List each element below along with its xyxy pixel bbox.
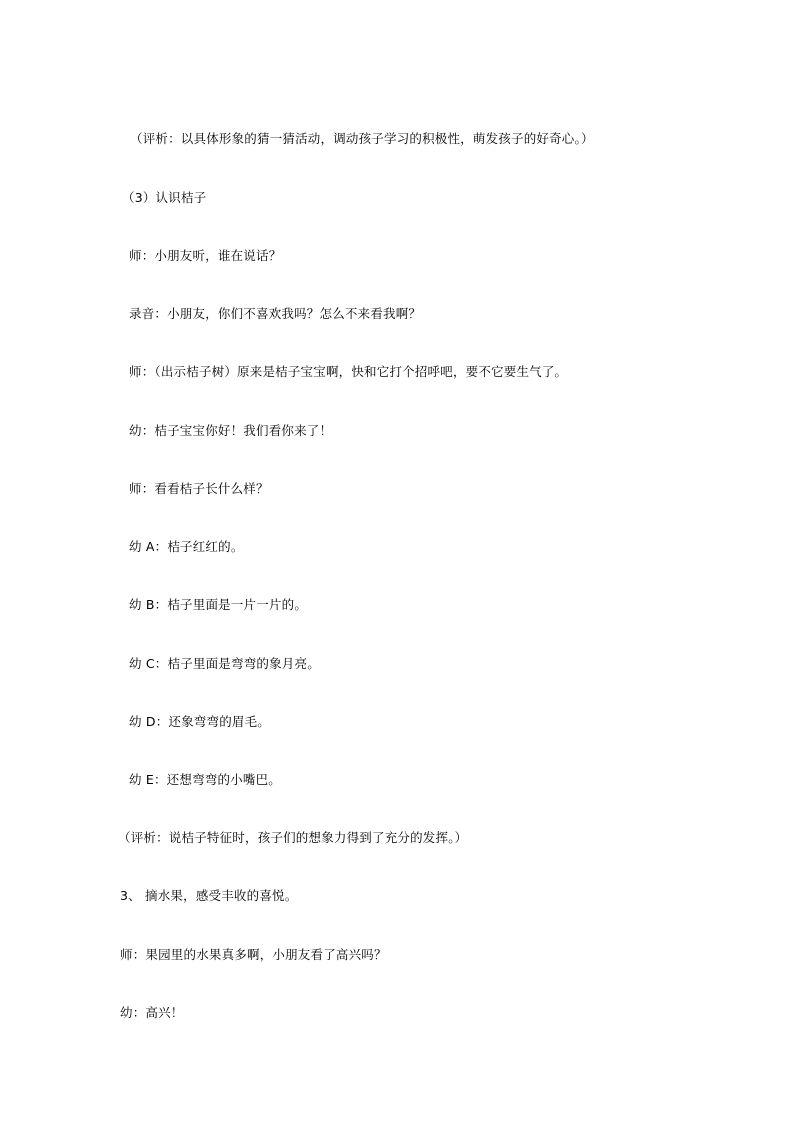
dialogue-line-3: 师：（出示桔子树）原来是桔子宝宝啊，快和它打个招呼吧，要不它要生气了。 xyxy=(129,364,568,379)
section-heading-recognize-orange: （3）认识桔子 xyxy=(122,190,207,205)
dialogue-line-6: 幼 A：桔子红红的。 xyxy=(129,539,244,554)
dialogue-line-9: 幼 D：还象弯弯的眉毛。 xyxy=(129,714,270,729)
dialogue-line-8: 幼 C：桔子里面是弯弯的象月亮。 xyxy=(129,656,320,671)
comment-paragraph-2: （评析：说桔子特征时，孩子们的想象力得到了充分的发挥。） xyxy=(118,830,468,845)
dialogue-line-5: 师：看看桔子长什么样？ xyxy=(129,481,269,496)
comment-paragraph-1: （评析：以具体形象的猜一猜活动，调动孩子学习的积极性，萌发孩子的好奇心。） xyxy=(130,131,594,146)
dialogue-line-1: 师：小朋友听，谁在说话？ xyxy=(129,248,282,263)
dialogue-line-7: 幼 B：桔子里面是一片一片的。 xyxy=(129,597,308,612)
dialogue-line-4: 幼：桔子宝宝你好！我们看你来了！ xyxy=(129,423,333,438)
dialogue-line-10: 幼 E：还想弯弯的小嘴巴。 xyxy=(129,772,281,787)
dialogue-line-11: 师：果园里的水果真多啊，小朋友看了高兴吗？ xyxy=(120,947,387,962)
section-heading-pick-fruit: 3、 摘水果，感受丰收的喜悦。 xyxy=(120,888,298,903)
dialogue-line-2: 录音：小朋友，你们不喜欢我吗？怎么不来看我啊？ xyxy=(129,306,422,321)
dialogue-line-12: 幼：高兴！ xyxy=(120,1005,184,1020)
